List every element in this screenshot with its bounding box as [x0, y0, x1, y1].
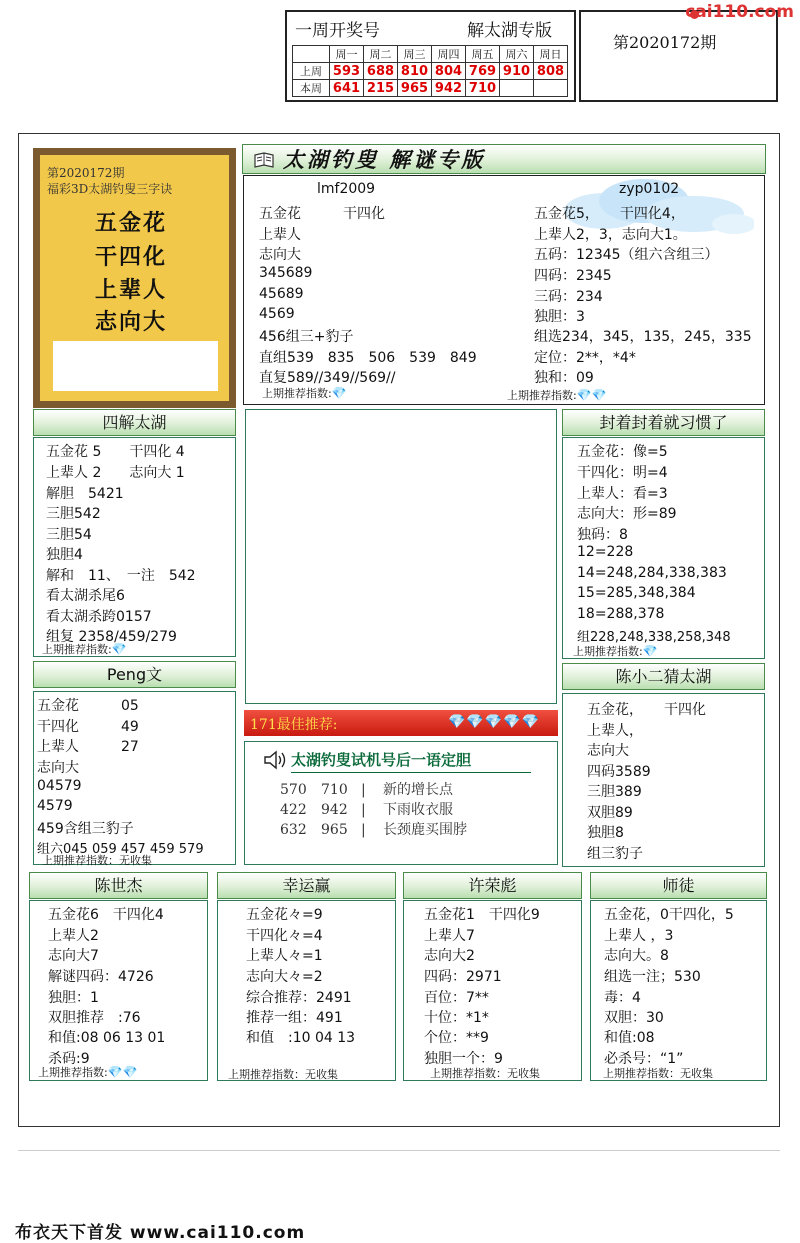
text-line: 推荐一组：491	[246, 1010, 343, 1026]
text-line: 三胆54	[46, 527, 92, 543]
shitu-panel	[590, 900, 767, 1081]
rating-note: 上期推荐指数:💎💎	[38, 1065, 138, 1079]
result-cell: 804	[432, 63, 466, 80]
title-bar	[242, 144, 766, 174]
rating-note: 上期推荐指数：无收集	[42, 854, 152, 867]
text-line: 五金花6 干四化4	[48, 907, 164, 923]
text-line: 定位：2**，*4*	[534, 350, 636, 366]
text-line: 上辈人々=1	[246, 948, 323, 964]
gold-blank-area	[53, 341, 218, 391]
text-line: 组选234，345，135，245，335	[534, 329, 752, 345]
result-cell: 710	[466, 80, 500, 97]
weekly-results-table	[292, 45, 568, 97]
edition-title: 解太湖专版	[467, 21, 552, 41]
text-line: 组六045 059 457 459 579	[37, 842, 204, 857]
day-header: 周三	[398, 46, 432, 63]
result-cell: 688	[364, 63, 398, 80]
text-line: 直复589//349//569//	[259, 370, 396, 386]
section-header: 陈世杰	[29, 872, 208, 899]
text-line: 四码3589	[587, 764, 651, 780]
best-recommend-label: 171最佳推荐:	[250, 717, 338, 733]
result-cell: 808	[534, 63, 568, 80]
result-cell: 593	[330, 63, 364, 80]
text-line: 杀码:9	[48, 1051, 90, 1067]
text-line: 解和 11、 一注 542	[46, 568, 196, 584]
day-header: 周二	[364, 46, 398, 63]
gold-line: 五金花	[95, 210, 168, 236]
text-line: 百位：7**	[424, 990, 489, 1006]
row-label: 上周	[293, 63, 330, 80]
speaker-icon	[263, 750, 287, 770]
section-header: 封着封着就习惯了	[562, 409, 765, 436]
text-line: 15=285,348,384	[577, 585, 696, 601]
text-line: 志向大：形=89	[577, 506, 677, 522]
text-line: 三胆389	[587, 784, 642, 800]
chenxiaoer-panel	[562, 693, 765, 867]
text-line: 独码：8	[577, 527, 628, 543]
text-line: 干四化々=4	[246, 928, 323, 944]
text-line: 志向大	[259, 247, 301, 263]
text-line: 志向大々=2	[246, 969, 323, 985]
result-cell: 769	[466, 63, 500, 80]
text-line: 456组三+豹子	[259, 329, 354, 345]
text-line: 04579	[37, 778, 82, 794]
title-text: 太湖钓叟 解谜专版	[283, 147, 486, 172]
day-header: 周五	[466, 46, 500, 63]
issue-number: 第2020172期	[613, 33, 717, 52]
author-name: lmf2009	[317, 181, 376, 197]
text-line: 五金花5， 干四化4，	[534, 206, 685, 222]
text-line: 五金花，0干四化，5	[604, 907, 734, 923]
yiyu-panel	[244, 741, 558, 865]
divider	[291, 772, 531, 773]
gold-subtitle: 福彩3D太湖钓叟三字诀	[47, 182, 173, 196]
diamond-icon: 💎	[642, 644, 658, 658]
table-row	[293, 63, 568, 80]
text-line: 上辈人2	[48, 928, 99, 944]
text-line: 459含组三豹子	[37, 821, 134, 837]
sjth-panel	[33, 437, 236, 657]
issue-box	[579, 10, 778, 102]
text-line: 12=228	[577, 544, 634, 560]
text-line: 解胆 5421	[46, 486, 124, 502]
text-line: 干四化：明=4	[577, 465, 668, 481]
rating-note: 上期推荐指数：无收集	[603, 1067, 713, 1080]
text-line: 毒：4	[604, 990, 641, 1006]
diamond-icon: 💎💎	[576, 388, 607, 402]
list-item: 422 942 | 下雨收衣服	[280, 802, 453, 818]
day-header: 周四	[432, 46, 466, 63]
text-line: 和值:08 06 13 01	[48, 1030, 166, 1046]
day-header: 周六	[500, 46, 534, 63]
gold-line: 干四化	[95, 244, 168, 270]
text-line: 干四化 49	[37, 719, 139, 735]
text-line: 综合推荐：2491	[246, 990, 352, 1006]
text-line: 上辈人2，3，志向大1。	[534, 227, 687, 243]
text-line: 上辈人，	[587, 723, 643, 739]
best-recommend-bar	[244, 710, 558, 736]
text-line: 十位：*1*	[424, 1010, 489, 1026]
table-row	[293, 80, 568, 97]
result-cell: 641	[330, 80, 364, 97]
watermark: cai110.com	[685, 2, 794, 22]
text-line: 独胆：3	[534, 309, 585, 325]
text-line: 必杀号：“1”	[604, 1051, 684, 1067]
pengwen-panel	[33, 691, 236, 865]
text-line: 直组539 835 506 539 849	[259, 350, 477, 366]
fengzhe-panel	[562, 437, 765, 659]
section-header: 许荣彪	[403, 872, 582, 899]
xurongbiao-panel	[403, 900, 582, 1081]
text-line: 上辈人 27	[37, 739, 139, 755]
rating-note: 上期推荐指数:💎	[573, 644, 658, 658]
middle-blank-panel	[245, 409, 557, 704]
text-line: 双胆：30	[604, 1010, 664, 1026]
text-line: 志向大	[587, 743, 629, 759]
list-item: 632 965 | 长颈鹿买围脖	[280, 822, 467, 838]
result-cell: 942	[432, 80, 466, 97]
text-line: 上辈人：看=3	[577, 486, 668, 502]
text-line: 组228,248,338,258,348	[577, 630, 731, 645]
xingyunying-panel	[217, 900, 396, 1081]
diamond-icon: 💎	[331, 386, 347, 400]
text-line: 45689	[259, 286, 304, 302]
text-line: 五金花 5 干四化 4	[46, 444, 185, 460]
gold-line: 上辈人	[95, 277, 168, 303]
text-line: 18=288,378	[577, 606, 665, 622]
week-draw-title: 一周开奖号	[295, 21, 380, 41]
gold-issue: 第2020172期	[47, 166, 125, 180]
day-header: 周一	[330, 46, 364, 63]
text-line: 志向大。8	[604, 948, 669, 964]
text-line: 五金花：像=5	[577, 444, 668, 460]
text-line: 上辈人7	[424, 928, 475, 944]
text-line: 组三豹子	[587, 846, 643, 862]
rating-note: 上期推荐指数:💎💎	[507, 388, 607, 402]
row-label: 本周	[293, 80, 330, 97]
result-cell: 910	[500, 63, 534, 80]
text-line: 五金花々=9	[246, 907, 323, 923]
text-line: 五金花1 干四化9	[424, 907, 540, 923]
result-cell: 965	[398, 80, 432, 97]
rating-note: 上期推荐指数:💎	[42, 642, 127, 656]
section-header: 幸运赢	[217, 872, 396, 899]
diamond-icon: 💎💎💎💎💎	[448, 714, 541, 730]
text-line: 志向大	[37, 760, 79, 776]
text-line: 看太湖杀跨0157	[46, 609, 152, 625]
result-cell: 810	[398, 63, 432, 80]
text-line: 五金花 干四化	[259, 206, 385, 222]
text-line: 双胆推荐 :76	[48, 1010, 141, 1026]
result-cell	[500, 80, 534, 97]
text-line: 五码：12345（组六含组三）	[534, 247, 719, 263]
footer-credit: 布衣天下首发 www.cai110.com	[15, 1223, 306, 1243]
result-cell	[534, 80, 568, 97]
section-header: 四解太湖	[33, 409, 236, 436]
section-header: 陈小二猜太湖	[562, 663, 765, 690]
chenshijie-panel	[29, 900, 208, 1081]
text-line: 四码：2345	[534, 268, 612, 284]
author-name: zyp0102	[619, 181, 680, 197]
text-line: 上辈人 ，3	[604, 928, 674, 944]
text-line: 独胆8	[587, 825, 624, 841]
text-line: 志向大7	[48, 948, 99, 964]
text-line: 14=248,284,338,383	[577, 565, 727, 581]
text-line: 志向大2	[424, 948, 475, 964]
day-header: 周日	[534, 46, 568, 63]
text-line: 解谜四码：4726	[48, 969, 154, 985]
text-line: 345689	[259, 265, 313, 281]
gold-line: 志向大	[95, 309, 168, 335]
text-line: 上辈人	[259, 227, 301, 243]
yiyu-title: 太湖钓叟试机号后一语定胆	[291, 751, 472, 769]
text-line: 4579	[37, 798, 73, 814]
text-line: 组复 2358/459/279	[46, 629, 177, 645]
text-line: 独胆一个：9	[424, 1051, 503, 1067]
center-panel	[243, 175, 765, 405]
text-line: 四码：2971	[424, 969, 502, 985]
text-line: 上辈人 2 志向大 1	[46, 465, 185, 481]
rating-note: 上期推荐指数：无收集	[430, 1067, 540, 1080]
text-line: 独胆4	[46, 547, 83, 563]
list-item: 570 710 | 新的增长点	[280, 782, 453, 798]
table-row	[293, 46, 568, 63]
text-line: 个位：**9	[424, 1030, 489, 1046]
diamond-icon: 💎	[111, 642, 127, 656]
book-icon	[253, 151, 275, 169]
text-line: 双胆89	[587, 805, 633, 821]
text-line: 和值:08	[604, 1030, 655, 1046]
text-line: 三胆542	[46, 506, 101, 522]
divider	[18, 1150, 780, 1151]
text-line: 五金花， 干四化	[587, 702, 706, 718]
text-line: 五金花 05	[37, 698, 139, 714]
text-line: 三码：234	[534, 289, 603, 305]
diamond-icon: 💎💎	[107, 1065, 138, 1079]
text-line: 看太湖杀尾6	[46, 588, 125, 604]
text-line: 和值 :10 04 13	[246, 1030, 356, 1046]
rating-note: 上期推荐指数:💎	[262, 386, 347, 400]
section-header: 师徒	[590, 872, 767, 899]
result-cell: 215	[364, 80, 398, 97]
text-line: 独胆：1	[48, 990, 99, 1006]
text-line: 4569	[259, 306, 295, 322]
text-line: 独和：09	[534, 370, 594, 386]
text-line: 组选一注；530	[604, 969, 701, 985]
section-header: Peng文	[33, 661, 236, 688]
rating-note: 上期推荐指数：无收集	[228, 1068, 338, 1081]
